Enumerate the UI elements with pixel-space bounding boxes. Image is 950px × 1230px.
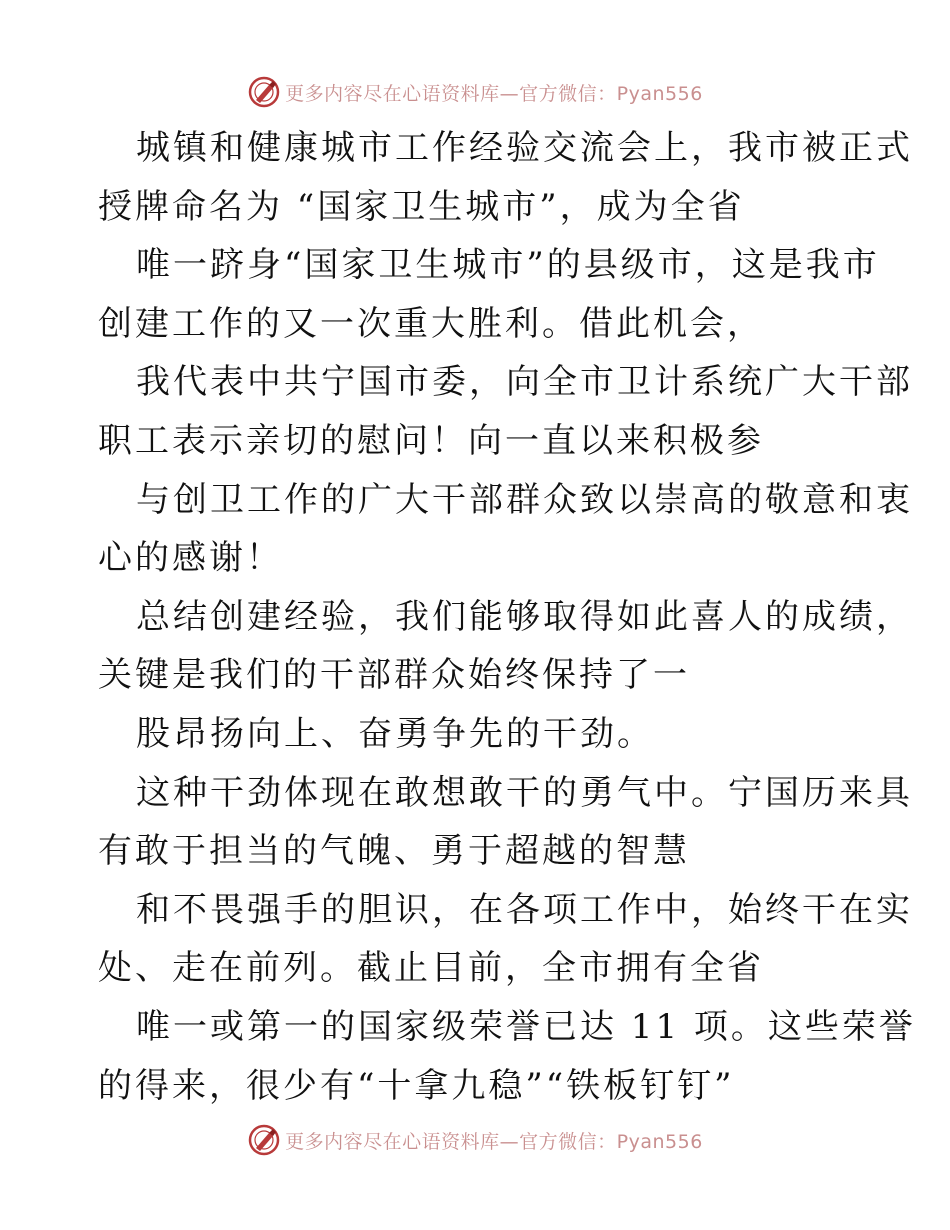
document-body [98,119,916,1115]
text-line: 股昂扬向上、奋勇争先的干劲。 [136,713,654,754]
text-line: 的得来，很少有“十拿九稳”“铁板钉钉” [98,1065,735,1106]
text-line: 处、走在前列。截止目前，全市拥有全省 [98,948,764,989]
text-line: 职工表示亲切的慰问！向一直以来积极参 [98,420,764,461]
text-line: 授牌命名为 “国家卫生城市”，成为全省 [98,186,745,227]
text-line: 创建工作的又一次重大胜利。借此机会， [98,303,764,344]
pen-circle-logo-icon [247,75,281,109]
text-line: 心的感谢！ [98,538,283,579]
text-line: 唯一或第一的国家级荣誉已达 11 项。这些荣誉 [136,1006,916,1047]
text-line: 和不畏强手的胆识，在各项工作中，始终干在实 [136,889,913,930]
watermark-text: 更多内容尽在心语资料库—官方微信：Pyan556 [285,1130,703,1153]
text-line: 关键是我们的干部群众始终保持了一 [98,655,690,696]
pen-circle-logo-icon [247,1123,281,1157]
watermark-text: 更多内容尽在心语资料库—官方微信：Pyan556 [285,82,703,105]
header-watermark [0,72,950,112]
text-line: 这种干劲体现在敢想敢干的勇气中。宁国历来具 [136,772,913,813]
text-line: 城镇和健康城市工作经验交流会上，我市被正式 [136,128,913,168]
text-line: 我代表中共宁国市委，向全市卫计系统广大干部 [136,362,913,403]
text-line: 唯一跻身“国家卫生城市”的县级市，这是我市 [136,245,880,286]
footer-watermark [0,1120,950,1160]
text-line: 与创卫工作的广大干部群众致以崇高的敬意和衷 [136,479,913,520]
text-line: 总结创建经验，我们能够取得如此喜人的成绩， [136,596,913,637]
text-line: 有敢于担当的气魄、勇于超越的智慧 [98,831,690,872]
